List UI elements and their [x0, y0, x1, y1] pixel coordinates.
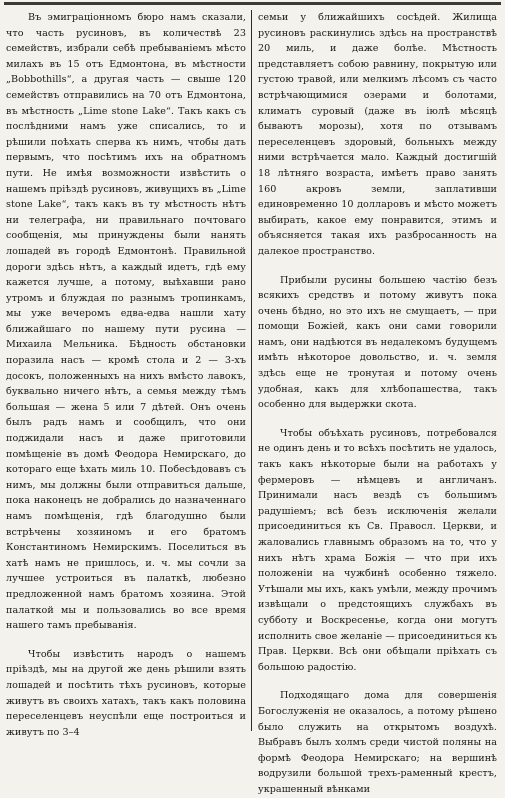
right-paragraph-1: семьи у ближайшихъ сосѣдей. Жилища русиновъ раскинулись здѣсь на пространствѣ 20 миль, и даже болѣе. Мѣстность представляетъ собою равнину, покрытую или густою травой, или мелкимъ лѣсомъ съ часто встрѣчающимися озерами и болотами, климатъ суровый (даже въ іюлѣ мѣсяцѣ бываютъ морозы), хотя по отзывамъ переселенцевъ здоровый, больныхъ между ними встрѣчается мало. Каждый достигшій 18 лѣтняго возраста, имѣетъ право занять 160 акровъ земли, заплативши единовременно 10 долларовъ и мѣсто можетъ выбирать, какое ему понравится, этимъ и объясняется такая ихъ разбросанность на далекое пространство. — [258, 12, 497, 257]
left-paragraph-2: Чтобы извѣстить народъ о нашемъ пріѣздѣ, мы на другой же день рѣшили взять лошадей и посѣтить тѣхъ русиновъ, которые живутъ въ своихъ хатахъ, такъ какъ половина переселенцевъ неуспѣли еще построиться и живутъ по 3–4 — [6, 648, 246, 738]
right-paragraph-2: Прибыли русины большею частію безъ всякихъ средствъ и потому живутъ пока очень бѣдно, но это ихъ не смущаетъ, — при помощи Божіей, какъ они сами говорили намъ, они надѣются въ недалекомъ будущемъ имѣть нѣкоторое довольство, и. ч. земля здѣсь еще не тронутая и потому очень удобная, какъ для хлѣбопашества, такъ особенно для выдержки скота. — [258, 274, 497, 411]
right-paragraph-4: Подходящаго дома для совершенія Богослуженія не оказалось, а потому рѣшено было служить на открытомъ воздухѣ. Выбравъ былъ холмъ среди чистой поляны на формѣ Феодора Немирскаго; на вершинѣ водрузили большой трехъ-раменный крестъ, украшенный вѣнками — [258, 690, 497, 795]
column-divider — [251, 10, 252, 731]
text-columns — [4, 10, 501, 795]
right-column — [253, 10, 499, 795]
top-rule — [4, 2, 501, 5]
right-paragraph-3: Чтобы объѣхать русиновъ, потребовался не одинъ день и то всѣхъ посѣтить не удалось, такъ какъ нѣкоторые были на работахъ у фермеровъ — нѣмцевъ и англичанъ. Принимали насъ вездѣ съ большимъ радушіемъ; всѣ безъ исключенія желали присоединиться къ Св. Правосл. Церкви, и жаловались главнымъ образомъ на то, что у нихъ нѣтъ храма Божія — что при ихъ положеніи на чужбинѣ особенно тяжело. Утѣшали мы ихъ, какъ умѣли, между прочимъ извѣщали о предстоящихъ службахъ въ субботу и Воскресенье, когда они могутъ исполнить свое желаніе — присоединиться къ Прав. Церкви. Всѣ они обѣщали пріѣхать съ большою радостію. — [258, 427, 497, 673]
left-column — [4, 10, 250, 738]
left-paragraph-1: Въ эмиграціонномъ бюро намъ сказали, что часть русиновъ, въ количествѣ 23 семействъ, избрали себѣ пребываніемъ мѣсто милахъ въ 15 отъ Едмонтона, въ мѣстности „Bobbothills“, а другая часть — свыше 120 семействъ отправились на 70 отъ Едмонтона, въ мѣстность „Lime stone Lake“. Такъ какъ съ послѣдними намъ уже списались, то и рѣшили поѣхать сперва къ нимъ, чтобы дать первымъ, что посѣтимъ ихъ на обратномъ пути. Не имѣя возможности извѣстить о нашемъ пріѣздѣ русиновъ, живущихъ въ „Lime stone Lake“, такъ какъ въ ту мѣстность нѣтъ ни телеграфа, ни правильнаго почтоваго сообщенія, мы принуждены были нанять лошадей въ городѣ Едмонтонѣ. Правильной дороги здѣсь нѣтъ, а каждый идетъ, гдѣ ему кажется лучше, а потому, выѣхавши рано утромъ и блуждая по разнымъ тропинкамъ, мы уже вечеромъ едва-едва нашли хату ближайшаго по нашему пути русина — Михаила Мельника. Бѣдность обстановки поразила насъ — кромѣ стола и 2 — 3-хъ досокъ, положенныхъ на нихъ вмѣсто лавокъ, буквально ничего нѣтъ, а семья между тѣмъ большая — жена 5 или 7 дѣтей. Онъ очень былъ радъ намъ и сообщилъ, что они поджидали насъ и даже приготовили помѣщеніе въ домѣ Феодора Немирскаго, до котораго еще ѣхать миль 10. Побесѣдовавъ съ нимъ, мы должны были отправиться дальше, пока наконецъ не добрались до назначеннаго намъ помѣщенія, гдѣ благодушно были встрѣчены хозяиномъ и его братомъ Константиномъ Немирскимъ. Поселиться въ хатѣ намъ не пришлось, и. ч. мы сочли за лучшее устроиться въ палаткѣ, любезно предложенной намъ братомъ хозяина. Этой палаткой мы и пользовались во все время нашего тамъ пребыванія. — [6, 12, 246, 632]
